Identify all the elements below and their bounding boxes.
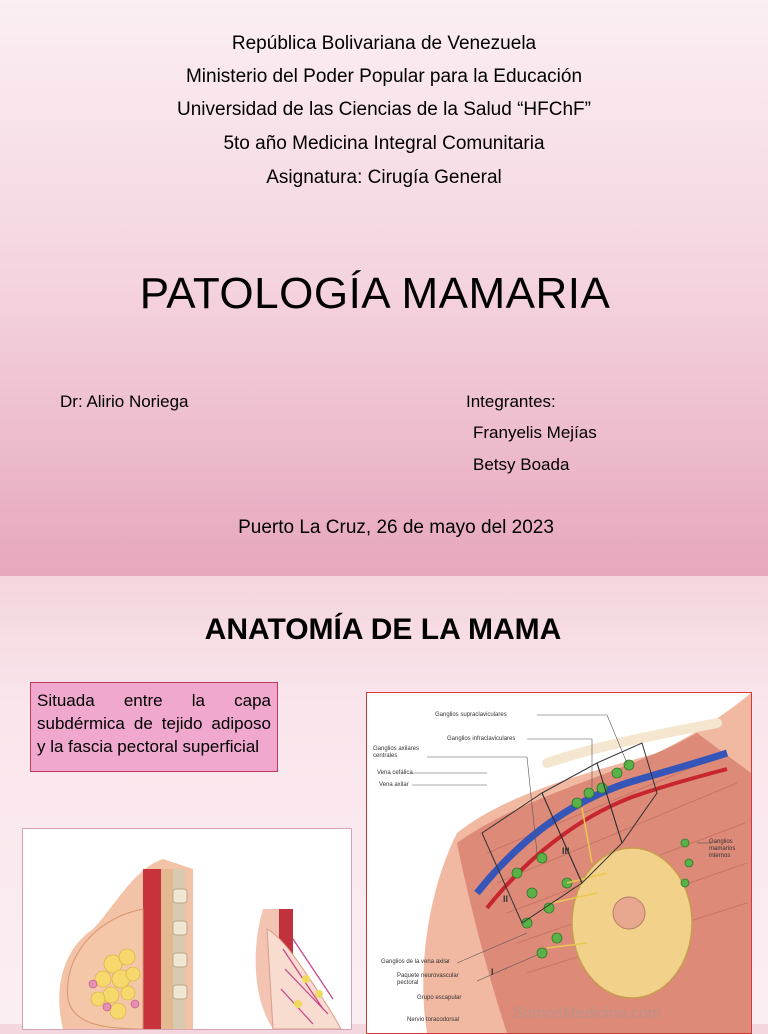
diagram-label: Ganglios mamarios internos — [709, 839, 736, 859]
header-line-country: República Bolivariana de Venezuela — [231, 33, 537, 54]
diagram-label: Ganglios supraclaviculares — [435, 712, 507, 718]
description-box — [30, 682, 278, 772]
diagram-label: Vena axilar — [379, 782, 409, 788]
presentation-title: PATOLOGÍA MAMARIA — [139, 269, 611, 318]
slide-title: ANATOMÍA DE LA MAMA — [204, 613, 562, 646]
member-name: Franyelis Mejías — [473, 423, 597, 442]
watermark-text: SomosMedicina.com — [512, 1005, 662, 1022]
level-marker: I — [491, 967, 494, 977]
diagram-label: Ganglios infraclaviculares — [447, 736, 516, 742]
diagram-label: Ganglios axilares centrales — [373, 746, 420, 759]
breast-cross-section-illustration — [23, 829, 351, 1029]
diagram-label: Paquete neurovascular pectoral — [397, 973, 459, 986]
diagram-label: Grupo escapular — [417, 995, 462, 1001]
header-line-year: 5to año Medicina Integral Comunitaria — [223, 133, 545, 154]
header-line-ministry: Ministerio del Poder Popular para la Educación — [185, 66, 583, 87]
members-label: Integrantes: — [466, 392, 556, 411]
diagram-label: Vena cefálica — [377, 770, 413, 776]
level-marker: II — [503, 894, 509, 904]
lymphatic-drainage-image — [366, 692, 752, 1034]
anatomy-slide — [0, 576, 768, 1024]
diagram-label: Nervio toracodorsal — [407, 1017, 460, 1023]
diagram-label: Ganglios de la vena axilar — [381, 959, 451, 965]
level-marker: III — [562, 846, 570, 856]
doctor-name: Dr: Alirio Noriega — [60, 392, 189, 411]
header-line-subject: Asignatura: Cirugía General — [266, 167, 502, 188]
description-text: Situada entre la capa subdérmica de tejido adiposo y la fascia pectoral superficial — [37, 691, 271, 756]
member-name: Betsy Boada — [473, 455, 570, 474]
breast-cross-section-image — [22, 828, 352, 1030]
place-date: Puerto La Cruz, 26 de mayo del 2023 — [238, 517, 554, 538]
header-line-university: Universidad de las Ciencias de la Salud “HFChF” — [177, 99, 591, 120]
